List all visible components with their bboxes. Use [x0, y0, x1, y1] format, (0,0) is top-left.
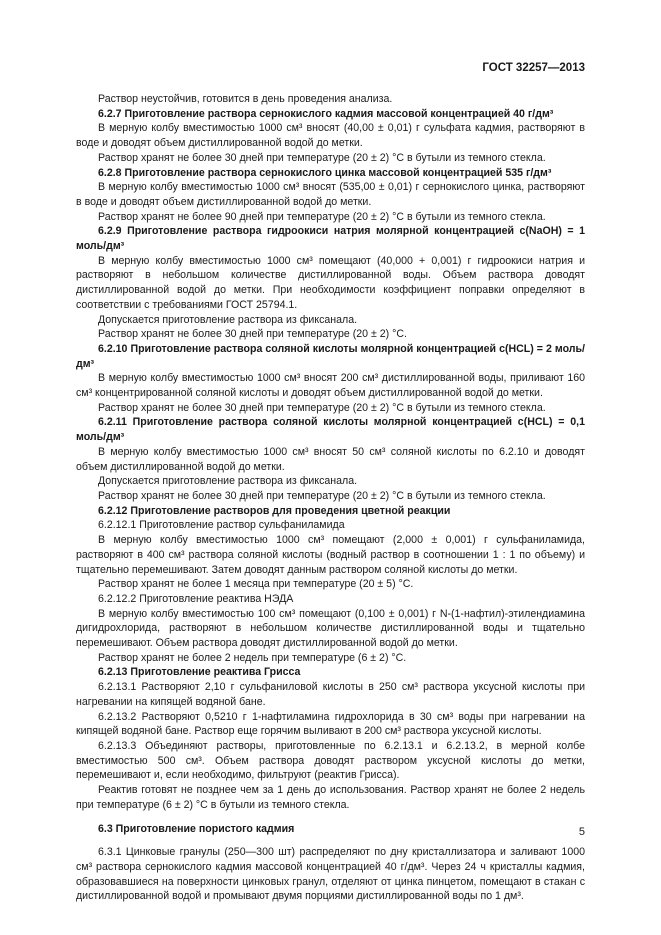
paragraph: Раствор хранят не более 30 дней при температуре (20 ± 2) °С в бутыли из темного стекла. — [98, 401, 546, 414]
paragraph: Раствор хранят не более 30 дней при температуре (20 ± 2) °С. — [98, 328, 407, 341]
paragraph: 6.2.13.2 Растворяют 0,5210 г 1-нафтиламина гидрохлорида в 30 см³ воды при нагревании на кипящей водяной бане. Раствор еще горячим выливают в 200 см³ раствора уксусной кислоты. — [76, 710, 585, 738]
paragraph: 6.2.13.3 Объединяют растворы, приготовленные по 6.2.13.1 и 6.2.13.2, в мерной колбе вместимостью 500 см³. Объем раствора доводят раствором уксусной кислоты до метки, перемешивают и, если необходимо, фильтруют (реактив Грисса). — [76, 739, 585, 782]
paragraph: Реактив готовят не позднее чем за 1 день до использования. Раствор хранят не более 2 недель при температуре (6 ± 2) °С в бутыли из темного стекла. — [76, 784, 585, 811]
paragraph: Раствор хранят не более 90 дней при температуре (20 ± 2) °С в бутыли из темного стекла. — [98, 210, 546, 223]
paragraph: В мерную колбу вместимостью 1000 см³ помещают (2,000 ± 0,001) г сульфаниламида, растворяют в 400 см³ раствора соляной кислоты (водный раствор в соотношении 1 : 1 по объему) и тщательно перемешивают. Затем доводят данным раствором соляной кислоты до метки. — [76, 534, 585, 576]
paragraph: Раствор хранят не более 30 дней при температуре (20 ± 2) °С в бутыли из темного стекла. — [98, 489, 546, 502]
document-number: ГОСТ 32257—2013 — [482, 62, 585, 74]
section-heading: 6.2.9 Приготовление раствора гидроокиси натрия молярной концентрацией c(NaOH) = 1 моль/дм³ — [76, 225, 585, 253]
paragraph: Допускается приготовление раствора из фиксанала. — [98, 313, 358, 326]
paragraph: 6.3.1 Цинковые гранулы (250—300 шт) распределяют по дну кристаллизатора и заливают 1000 см³ раствора сернокислого кадмия массовой концентрацией 40 г/дм³. Через 24 ч кристаллы кадмия, образовавшиеся на поверхности цинковых гранул, отделяют от цинка пинцетом, помещают в стакан с дистиллированной водой и промывают двумя порциями дистиллированной воды по 1 дм³. — [76, 846, 585, 903]
paragraph: 6.2.13.1 Растворяют 2,10 г сульфаниловой кислоты в 250 см³ раствора уксусной кислоты при нагревании на кипящей водяной бане. — [76, 681, 585, 708]
paragraph: Раствор хранят не более 30 дней при температуре (20 ± 2) °С в бутыли из темного стекла. — [98, 151, 546, 164]
section-heading: 6.2.8 Приготовление раствора сернокислого цинка массовой концентрацией 535 г/дм³ — [98, 166, 552, 179]
paragraph: В мерную колбу вместимостью 1000 см³ вносят (535,00 ± 0,01) г сернокислого цинка, растворяют в воде и доводят объем дистиллированной водой до метки. — [76, 181, 585, 208]
document-body — [76, 92, 585, 904]
section-heading: 6.2.13 Приготовление реактива Грисса — [98, 666, 301, 679]
paragraph: Раствор хранят не более 2 недель при температуре (6 ± 2) °С. — [98, 651, 407, 664]
section-heading: 6.2.11 Приготовление раствора соляной кислоты молярной концентрацией c(HCL) = 0,1 моль/дм³ — [76, 416, 585, 444]
section-heading: 6.2.10 Приготовление раствора соляной кислоты молярной концентрацией c(HCL) = 2 моль/дм³ — [76, 342, 585, 370]
paragraph: В мерную колбу вместимостью 1000 см³ вносят 50 см³ соляной кислоты по 6.2.10 и доводят объем дистиллированной водой до метки. — [76, 445, 585, 473]
paragraph: Допускается приготовление раствора из фиксанала. — [98, 475, 358, 488]
paragraph: Раствор неустойчив, готовится в день проведения анализа. — [98, 93, 393, 105]
paragraph: В мерную колбу вместимостью 1000 см³ вносят (40,00 ± 0,01) г сульфата кадмия, растворяют в воде и доводят объем дистиллированной водой до метки. — [76, 122, 585, 150]
page-number: 5 — [578, 826, 585, 838]
section-heading: 6.2.7 Приготовление раствора сернокислого кадмия массовой концентрацией 40 г/дм³ — [98, 107, 554, 120]
subsection-heading: 6.2.12.2 Приготовление реактива НЭДА — [98, 592, 294, 605]
paragraph: В мерную колбу вместимостью 1000 см³ помещают (40,000 + 0,001) г гидроокиси натрия и растворяют в небольшом количестве дистиллированной воды. Объем раствора доводят дистиллированной водой до метки. При необходимости коэффициент поправки определяют в соответствии с требованиями ГОСТ 25794.1. — [76, 254, 585, 311]
paragraph: Раствор хранят не более 1 месяца при температуре (20 ± 5) °С. — [98, 578, 414, 591]
subsection-heading: 6.2.12.1 Приготовление раствор сульфаниламида — [98, 519, 345, 532]
paragraph: В мерную колбу вместимостью 1000 см³ вносят 200 см³ дистиллированной воды, приливают 160 см³ концентрированной соляной кислоты и доводят объем дистиллированной водой до метки. — [76, 372, 585, 400]
section-heading: 6.3 Приготовление пористого кадмия — [98, 823, 295, 836]
paragraph: В мерную колбу вместимостью 100 см³ помещают (0,100 ± 0,001) г N-(1-нафтил)-этилендиамина дигидрохлорида, растворяют в небольшом количестве дистиллированной воды и тщательно перемешивают. Объем раствора доводят дистиллированной водой до метки. — [76, 607, 585, 650]
section-heading: 6.2.12 Приготовление растворов для проведения цветной реакции — [98, 504, 451, 517]
